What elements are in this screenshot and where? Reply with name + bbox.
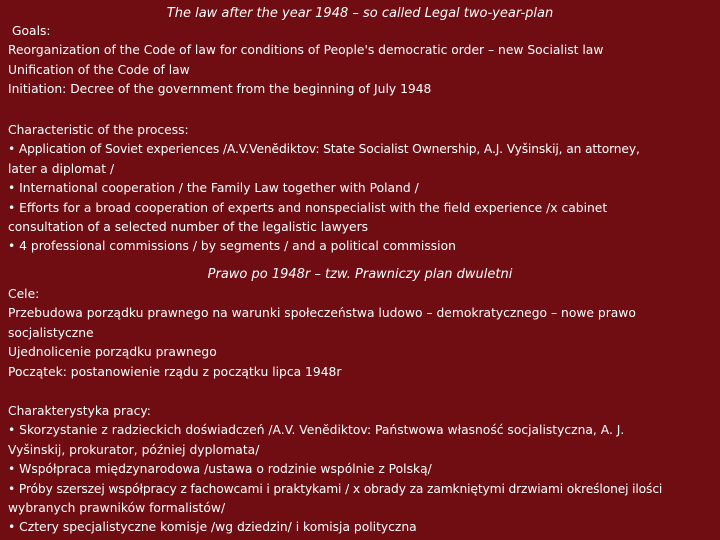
polish-characteristic-line: • Współpraca międzynarodowa /ustawa o rodzinie wspólnie z Polską/: [8, 462, 432, 477]
polish-characteristic-line: wybranych prawników formalistów/: [8, 501, 226, 516]
english-goal-line: Initiation: Decree of the government from the beginning of July 1948: [8, 82, 432, 97]
english-characteristic-line: • Application of Soviet experiences /A.V.Venĕdiktov: State Socialist Ownership, A.J. Vyšinskij, an attorney,: [8, 142, 640, 157]
english-characteristic-line: consultation of a selected number of the legalistic lawyers: [8, 220, 369, 235]
english-characteristic-line: later a diplomat /: [8, 161, 115, 176]
polish-characteristic-line: • Cztery specjalistyczne komisje /wg dziedzin/ i komisja polityczna: [8, 520, 417, 535]
polish-goal-line: Ujednolicenie porządku prawnego: [8, 345, 217, 360]
polish-characteristic-line: • Próby szerszej współpracy z fachowcami i praktykami / x obrady za zamkniętymi drzwiami określonej ilości: [8, 481, 663, 496]
polish-goal-line: Przebudowa porządku prawnego na warunki społeczeństwa ludowo – demokratycznego – nowe prawo: [8, 306, 636, 321]
english-goal-line: Unification of the Code of law: [8, 62, 190, 77]
english-characteristic-line: • International cooperation / the Family Law together with Poland /: [8, 181, 419, 196]
polish-characteristic-section: [8, 402, 714, 538]
polish-title: Prawo po 1948r – tzw. Prawniczy plan dwuletni: [207, 267, 513, 282]
polish-goals-heading: Cele:: [8, 287, 40, 301]
polish-goal-line: socjalistyczne: [8, 325, 94, 340]
english-goals-section: [8, 22, 714, 100]
english-characteristic-heading: Characteristic of the process:: [8, 123, 189, 137]
english-title: The law after the year 1948 – so called Legal two-year-plan: [166, 6, 554, 21]
polish-goal-line: Początek: postanowienie rządu z początku lipca 1948r: [8, 364, 342, 379]
polish-characteristic-line: • Skorzystanie z radzieckich doświadczeń /A.V. Venĕdiktov: Państwowa własność socjalistyczna, A. J.: [8, 423, 625, 438]
polish-goals-section: [8, 285, 714, 382]
english-characteristic-line: • Efforts for a broad cooperation of experts and nonspecialist with the field experience /x cabinet: [8, 200, 608, 215]
english-goal-line: Reorganization of the Code of law for conditions of People's democratic order – new Socialist law: [8, 43, 604, 58]
english-characteristic-section: [8, 121, 714, 257]
english-goals-heading: Goals:: [12, 24, 51, 38]
polish-characteristic-line: Vyšinskij, prokurator, później dyplomata/: [8, 442, 260, 457]
polish-characteristic-heading: Charakterystyka pracy:: [8, 404, 151, 418]
english-characteristic-line: • 4 professional commissions / by segments / and a political commission: [8, 239, 456, 254]
